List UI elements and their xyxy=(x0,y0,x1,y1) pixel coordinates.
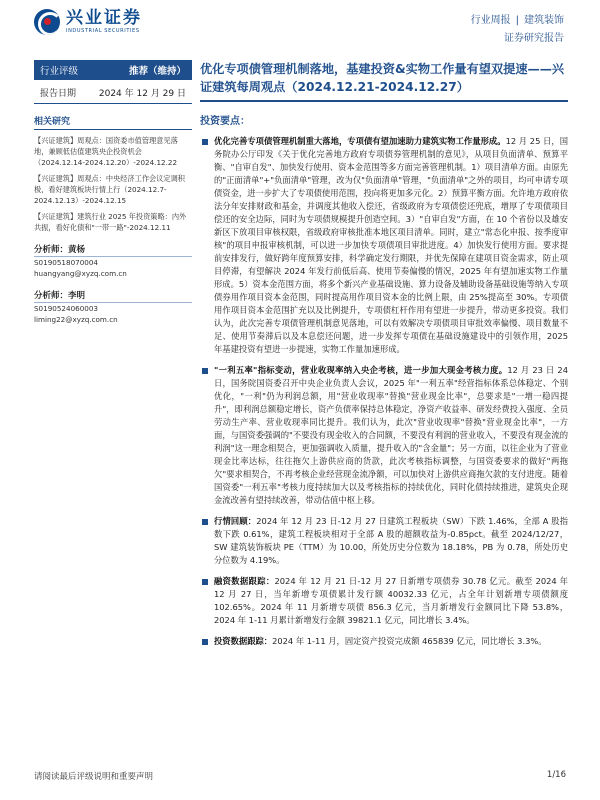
key-points-heading: 投资要点： xyxy=(200,116,250,127)
rating-bar xyxy=(34,60,192,80)
report-date-row xyxy=(34,80,192,104)
logo-english-name: INDUSTRIAL SECURITIES xyxy=(66,28,140,34)
page-number: 1/16 xyxy=(546,770,566,780)
square-bullet-icon xyxy=(202,368,208,374)
analyst-block xyxy=(34,289,192,325)
report-title: 优化专项债管理机制落地，基建投资&实物工作量有望双提速——兴证建筑每周观点（2024.12.21-2024.12.27） xyxy=(200,62,565,94)
key-point-body: 2024 年 1-11 月，固定资产投资完成额 465839 亿元，同比增长 3.3%。 xyxy=(272,636,547,646)
related-research-title: 相关研究 xyxy=(34,114,192,130)
key-point-lead: 投资数据跟踪： xyxy=(214,636,273,646)
key-point-lead: 融资数据跟踪： xyxy=(214,576,275,586)
related-research-item[interactable]: 【兴证建筑】周观点：国资委市值管理意见落地，兼顾低估值建筑央企投资机会（2024.12.14-2024.12.20）-2024.12.22 xyxy=(34,136,178,167)
related-research-item[interactable]: 【兴证建筑】周观点：中央经济工作会议定调积极，看好建筑板块行情上行（2024.12.7-2024.12.13）-2024.12.15 xyxy=(34,174,185,205)
analyst-block xyxy=(34,243,192,279)
analyst-cert: S0190518070004 xyxy=(34,258,99,267)
footer-disclaimer[interactable]: 请阅读最后评级说明和重要声明 xyxy=(34,772,154,782)
key-point-body: 2024 年 12 月 21 日-12 月 27 日新增专项债券 30.78 亿元。截至 2024 年 12 月 27 日，当年新增专项债累计发行额 40032.33 亿元，占全年计划新增专项债额度 102.65%。2024 年 11 月新增专项债 856.3 亿元，当月新增发行金额同比下降 53.8%，2024 年 1-11 月累计新增发行金额 39821.1 亿元，同比增长 3.4%。 xyxy=(214,576,568,625)
date-value: 2024 年 12 月 29 日 xyxy=(98,89,186,99)
key-point-body: 12 月 23 日 24 日，国务院国资委召开中央企业负责人会议，2025 年"一利五率"经营指标体系总体稳定、个别优化，"一利"仍为利润总额，用"营业收现率"替换"营业现金比率"，总要求是"一增一稳四提升"，即利润总额稳定增长，资产负债率保持总体稳定，净资产收益率、研发经费投入强度、全员劳动生产率、营业收现率同比提升。我们认为，此次"营业收现率"替换"营业现金比率"，一方面，与国资委强调的"不要没有现金收入的合同额，不要没有利润的营业收入，不要没有现金流的利润"这一理念相契合，更加强调收入质量，提升收入的"含金量"；另一方面，以往企业为了营业现金比率达标，往往拖欠上游供应商的货款，此次考核指标调整，与国资委要求的做好"两拖欠"要求相契合，不再考核企业经营现金流净额，可以加快对上游供应商拖欠款的支付进度。随着国资委"一利五率"考核力度持续加大以及考核指标的持续优化，同时化债持续推进，建筑央企现金流改善有望持续改善，带动估值中枢上移。 xyxy=(214,365,568,505)
key-point-body: 2024 年 12 月 23 日-12 月 27 日建筑工程板块（SW）下跌 1.46%，全部 A 股指数下跌 0.61%，建筑工程板块相对于全部 A 股的超额收益为-0.85pct。截至 2024/12/27，SW 建筑装饰板块 PE（TTM）为 10.00，所处历史分位数为 18.18%，PB 为 0.78，所处历史分位数为 4.19%。 xyxy=(214,516,568,565)
analyst-cert: S0190524060003 xyxy=(34,304,99,313)
tag-industry: 建筑装饰 xyxy=(524,15,564,26)
page-footer xyxy=(34,770,566,782)
key-point xyxy=(200,635,568,648)
analyst-name: 分析师：李明 xyxy=(34,289,192,303)
report-type: 证券研究报告 xyxy=(504,33,564,44)
tag-weekly: 行业周报 xyxy=(470,15,511,26)
analyst-name: 分析师：黄杨 xyxy=(34,243,192,257)
square-bullet-icon xyxy=(202,139,208,145)
key-point xyxy=(200,515,568,567)
sidebar xyxy=(34,60,192,325)
title-divider xyxy=(200,100,568,102)
key-point-body: 12 月 25 日，国务院办公厅印发《关于优化完善地方政府专项债券管理机制的意见》，从项目负面清单、预算平衡、"自审自发"、加快发行使用、资本金范围等多方面完善管理机制。1）项目清单方面。由原先的"正面清单"+"负面清单"管理，改为仅"负面清单"管理，"负面清单"之外的项目，均可申请专项债资金，进一步扩大了专项债使用范围，投向将更加多元化。2）预算平衡方面。允许地方政府依法分年安排财政和基金，并调度其他收入偿还，省级政府为专项债偿还兜底，增厚了专项债项目偿还的安全边际，同时为专项债规模提升创造空间。3）"自审自发"方面，在 10 个省份以及雄安新区下放项目审核权限，省级政府审核批准本地区项目清单。同时，建立"常态化申报、按季度审核"的项目申报审核机制，可以进一步加快专项债项目审批进度。4）加快发行使用方面。要求提前安排发行，做好跨年度预算安排，科学确定发行期限，并优先保障在建项目资金需求，防止项目停滞，有望解决 2024 年发行前低后高、使用节奏偏慢的情况，2025 年有望加速实物工作量形成。5）资本金范围方面，将多个新兴产业基础设施、算力设备及辅助设备基础设施等纳入专项债券用作项目资本金范围，同时提高用作项目资本金的比例上限，由 25%提高至 30%。专项债用作项目资本金范围扩充以及比例提升，专项债杠杆作用有望进一步提升，带动更多投资。我们认为，此次完善专项债管理机制意见落地，可以有效解决专项债项目审批效率偏慢、项目数量不足、使用节奏滞后以及本息偿还问题，进一步发挥专项债在基础设施建设中的引领作用，2025 年基建投资有望进一步提速，实物工作量加速形成。 xyxy=(214,136,568,354)
tag-separator: | xyxy=(515,15,519,26)
date-label: 报告日期 xyxy=(40,89,77,99)
key-point xyxy=(200,575,568,627)
company-logo xyxy=(34,9,142,35)
rating-value: 推荐（维持） xyxy=(128,66,186,77)
page-header xyxy=(0,0,600,56)
square-bullet-icon xyxy=(202,519,208,525)
square-bullet-icon xyxy=(202,639,208,645)
main-content xyxy=(200,60,568,656)
key-point xyxy=(200,364,568,507)
logo-chinese-name: 兴业证券 xyxy=(66,8,142,28)
key-points-list xyxy=(200,135,568,648)
related-research-item[interactable]: 【兴证建筑】建筑行业 2025 年投资策略：内外共振，看好化债和"一带一路"-2024.12.11 xyxy=(34,212,187,232)
analyst-email[interactable]: liming22@xyzq.com.cn xyxy=(34,315,118,324)
key-point-lead: "一利五率"指标变动，营业收现率纳入央企考核，进一步加大现金考核力度。 xyxy=(214,365,508,375)
key-point-lead: 优化完善专项债管理机制重大落地，专项债有望加速助力建筑实物工作量形成。 xyxy=(214,136,506,146)
report-tags xyxy=(471,12,564,48)
rating-label: 行业评级 xyxy=(40,66,79,77)
key-point xyxy=(200,135,568,356)
square-bullet-icon xyxy=(202,579,208,585)
logo-mark-icon xyxy=(34,9,60,35)
analyst-email[interactable]: huangyang@xyzq.com.cn xyxy=(34,269,127,278)
key-point-lead: 行情回顾： xyxy=(214,516,257,526)
